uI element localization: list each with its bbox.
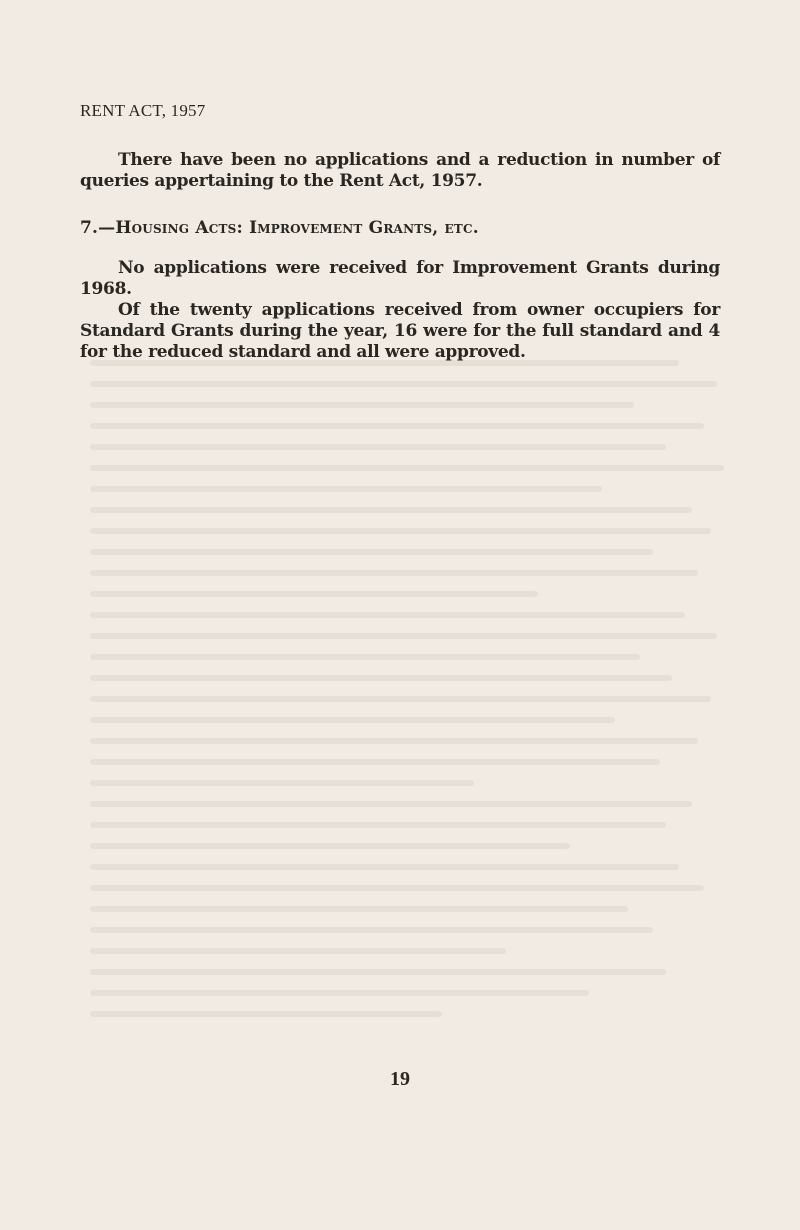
- section-title: [80, 218, 479, 238]
- page-number: 19: [390, 1068, 410, 1090]
- page-heading: RENT ACT, 1957: [80, 101, 206, 120]
- show-through-texture: [90, 360, 730, 1040]
- paragraph-rent-act: There have been no applications and a reduction in number of queries appertaining to the Rent Act, 1957.: [80, 150, 720, 191]
- section-title-text: Housing Acts: Improvement Grants, etc.: [115, 218, 479, 238]
- paragraph-improvement-grants: No applications were received for Improvement Grants during 1968.: [80, 258, 720, 299]
- paragraph-standard-grants: Of the twenty applications received from owner occupiers for Standard Grants during the year, 16 were for the full standard and 4 for the reduced standard and all were approved.: [80, 300, 720, 362]
- section-number: 7.—: [80, 218, 116, 238]
